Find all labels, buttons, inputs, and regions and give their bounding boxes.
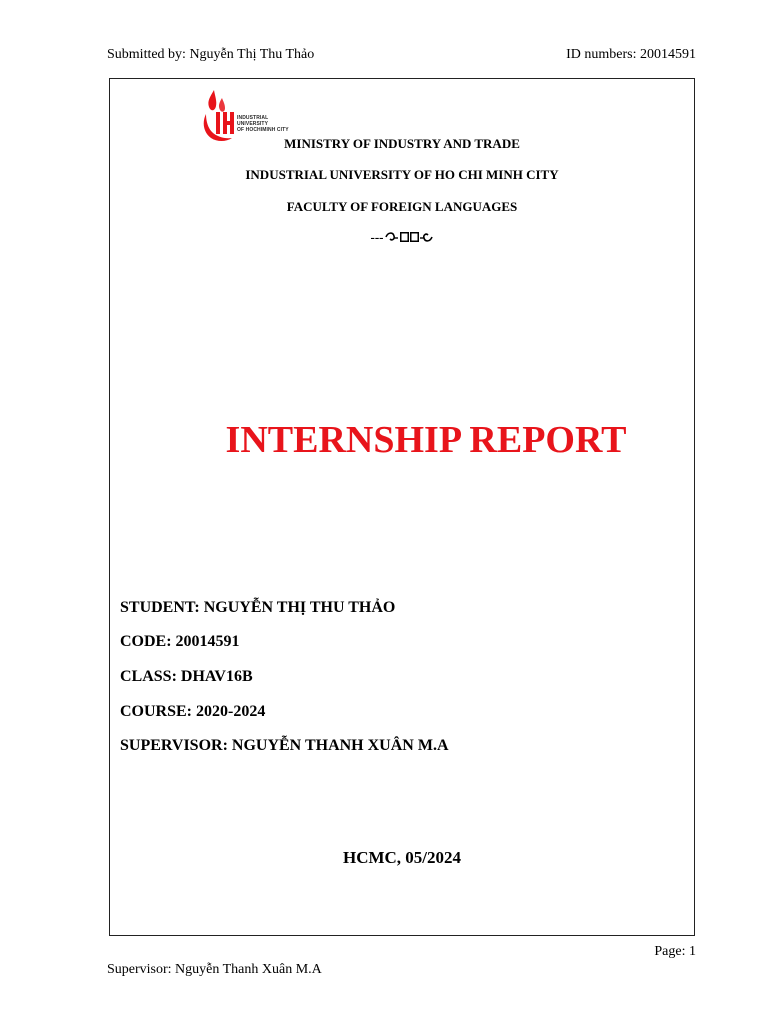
ornament-dashes: --- (370, 229, 384, 245)
logo-wordmark: INDUSTRIAL UNIVERSITY OF HOCHIMINH CITY (237, 115, 289, 133)
supervisor-name: SUPERVISOR: NGUYỄN THANH XUÂN M.A (120, 737, 449, 754)
faculty-heading: FACULTY OF FOREIGN LANGUAGES (286, 199, 518, 214)
student-code: CODE: 20014591 (120, 633, 240, 650)
place-date: HCMC, 05/2024 (342, 848, 462, 867)
footer-supervisor: Supervisor: Nguyễn Thanh Xuân M.A (107, 962, 322, 977)
ministry-heading: MINISTRY OF INDUSTRY AND TRADE (284, 136, 520, 151)
book-ornament-icon (384, 230, 434, 244)
ornament-divider (109, 228, 695, 246)
student-name: STUDENT: NGUYỄN THỊ THU THẢO (120, 599, 396, 616)
university-heading: INDUSTRIAL UNIVERSITY OF HO CHI MINH CITY (245, 167, 559, 182)
page-number: Page: 1 (654, 944, 696, 959)
report-title: INTERNSHIP REPORT (225, 419, 627, 461)
student-course: COURSE: 2020-2024 (120, 703, 266, 720)
header-submitted-by: Submitted by: Nguyễn Thị Thu Thảo (107, 47, 315, 62)
student-class: CLASS: DHAV16B (120, 668, 253, 685)
header-id-numbers: ID numbers: 20014591 (566, 47, 696, 62)
